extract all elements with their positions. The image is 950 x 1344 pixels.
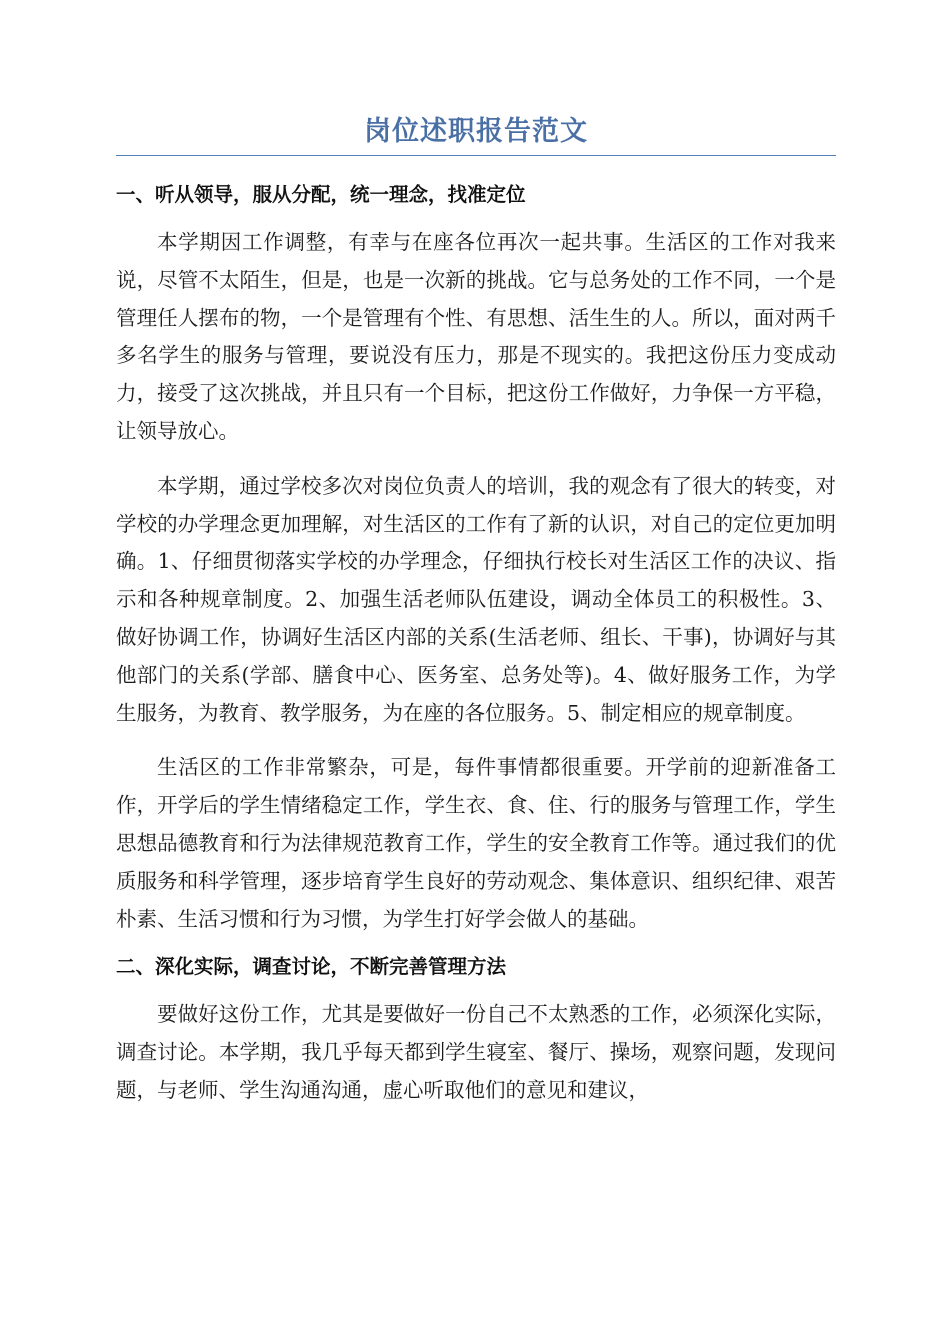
section-1-paragraph-2: 本学期，通过学校多次对岗位负责人的培训，我的观念有了很大的转变，对学校的办学理念更加理解，对生活区的工作有了新的认识，对自己的定位更加明确。1、仔细贯彻落实学校的办学理念，仔细执行校长对生活区工作的决议、指示和各种规章制度。2、加强生活老师队伍建设，调动全体员工的积极性。3、做好协调工作，协调好生活区内部的关系(生活老师、组长、干事)，协调好与其他部门的关系(学部、膳食中心、医务室、总务处等)。4、做好服务工作，为学生服务，为教育、教学服务，为在座的各位服务。5、制定相应的规章制度。 <box>116 473 836 725</box>
document-title: 岗位述职报告范文 <box>364 116 588 147</box>
document-page <box>116 0 836 1110</box>
title-underline <box>116 155 836 156</box>
section-1-paragraph-1: 本学期因工作调整，有幸与在座各位再次一起共事。生活区的工作对我来说，尽管不太陌生，但是，也是一次新的挑战。它与总务处的工作不同，一个是管理任人摆布的物，一个是管理有个性、有思想、活生生的人。所以，面对两千多名学生的服务与管理，要说没有压力，那是不现实的。我把这份压力变成动力，接受了这次挑战，并且只有一个目标，把这份工作做好，力争保一方平稳，让领导放心。 <box>116 230 836 443</box>
section-2-paragraph-1: 要做好这份工作，尤其是要做好一份自己不太熟悉的工作，必须深化实际，调查讨论。本学期，我几乎每天都到学生寝室、餐厅、操场，观察问题，发现问题，与老师、学生沟通沟通，虚心听取他们的意见和建议， <box>116 1002 836 1102</box>
section-heading-2: 二、深化实际，调查讨论，不断完善管理方法 <box>116 955 507 979</box>
section-heading-1: 一、听从领导，服从分配，统一理念，找准定位 <box>116 183 526 206</box>
section-1-paragraph-3: 生活区的工作非常繁杂，可是，每件事情都很重要。开学前的迎新准备工作，开学后的学生情绪稳定工作，学生衣、食、住、行的服务与管理工作，学生思想品德教育和行为法律规范教育工作，学生的安全教育工作等。通过我们的优质服务和科学管理，逐步培育学生良好的劳动观念、集体意识、组织纪律、艰苦朴素、生活习惯和行为习惯，为学生打好学会做人的基础。 <box>116 755 836 931</box>
